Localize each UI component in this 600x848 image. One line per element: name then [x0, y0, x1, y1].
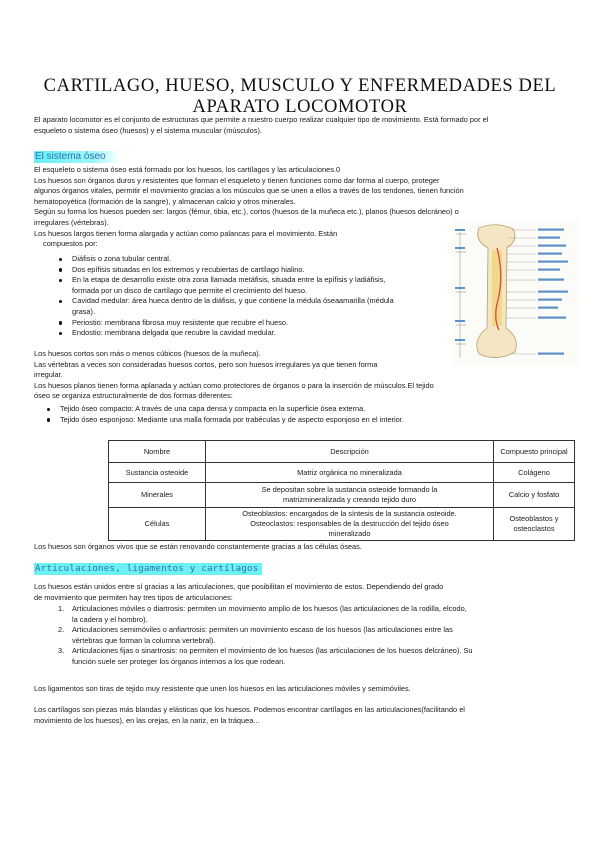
cartilage-paragraph — [34, 705, 574, 726]
after-table-paragraph: Los huesos son órganos vivos que se están renovando constantemente gracias a las células óseas. — [34, 542, 362, 551]
list-item: 2. Articulaciones semimóviles o anfiartrosis: permiten un movimiento escaso de los huesos (las articulaciones entre las vértebras que forman la columna vertebral). — [58, 625, 453, 645]
text-line: Los huesos cortos son más o menos cúbicos (huesos de la muñeca). — [34, 349, 261, 358]
long-bone-diagram — [452, 220, 580, 366]
text-line: irregulares (vértebras). — [34, 217, 109, 227]
table-row — [109, 463, 575, 483]
tissue-types-list — [60, 404, 570, 425]
list-item: Tejido óseo compacto: A través de una capa densa y compacta en la superficie ósea externa. — [60, 404, 570, 415]
table-cell: Colágeno — [494, 463, 575, 483]
text-line: hematopoyética (formación de la sangre), y almacenan calcio y otros minerales. — [34, 196, 296, 206]
table-cell: Matriz orgánica no mineralizada — [206, 463, 494, 483]
section-heading-sistema-oseo: El sistema óseo — [34, 151, 120, 163]
text-line: Los huesos son órganos duros y resistentes que forman el esqueleto y tienen funciones como dar forma al cuerpo, proteger — [34, 175, 440, 185]
text-line: Las vértebras a veces son consideradas huesos cortos, pero son huesos irregulares ya que tienen forma — [34, 359, 378, 369]
text-line: Los huesos están unidos entre sí gracias a las articulaciones, que posibilitan el movimiento de estos. Dependiendo del grado — [34, 582, 444, 591]
table-cell: Se depositan sobre la sustancia osteoide formando la matrizmineralizada y creando tejido duro — [206, 483, 494, 508]
list-item: Cavidad medular: área hueca dentro de la diáfisis, y que contiene la médula óseaamarilla (médula grasa). — [72, 296, 442, 317]
text-line: algunos órganos vitales, permitir el movimiento gracias a los músculos que se unen a ellos a través de los tendones, tienen función — [34, 186, 464, 196]
long-bone-parts-list — [72, 254, 442, 339]
text-line: de movimiento que permiten hay tres tipos de articulaciones: — [34, 592, 233, 602]
list-item: 3. Articulaciones fijas o sinartrosis: no permiten el movimiento de los huesos (las articulaciones de los huesos delcráneo). Su función suele ser proteger los órganos internos a los que rodean. — [58, 646, 473, 666]
section2-paragraph — [34, 582, 574, 603]
text-line: Según su forma los huesos pueden ser: largos (fémur, tibia, etc.), cortos (huesos de la muñeca etc.), planos (huesos delcráneo) o — [34, 207, 459, 217]
section-heading-articulaciones: Articulaciones, ligamentos y cartílagos — [34, 563, 262, 575]
text-line: compuestos por: — [43, 239, 98, 249]
bone-composition-table — [108, 440, 575, 541]
section1b-paragraph — [34, 349, 574, 402]
title-line-1: CARTILAGO, HUESO, MUSCULO Y ENFERMEDADES DEL — [43, 76, 557, 96]
list-item: Diáfisis o zona tubular central. — [72, 254, 442, 265]
table-cell: Osteoblastos: encargados de la síntesis de la sustancia osteoide. Osteoclastos: responsables de la destrucción del tejido óseo mineralizado — [206, 508, 494, 541]
ligaments-paragraph: Los ligamentos son tiras de tejido muy resistente que unen los huesos en las articulaciones móviles y semimóviles. — [34, 684, 411, 693]
text-line: movimiento de los huesos), en las orejas, en la nariz, en la tráquea... — [34, 715, 260, 725]
text-line: El esqueleto o sistema óseo está formado por los huesos, los cartílagos y las articulaciones.0 — [34, 165, 341, 174]
joint-types-list — [58, 604, 572, 668]
text-line: Los cartílagos son piezas más blandas y elásticas que los huesos. Podemos encontrar cartílagos en las articulaciones(facilitando el — [34, 705, 465, 714]
list-item: En la etapa de desarrollo existe otra zona llamada metáfisis, situada entre la epífisis y ladiáfisis, formada por un disco de cartílago que permite el crecimiento del hueso. — [72, 275, 442, 296]
text-line: Los huesos planos tienen forma aplanada y actúan como protectores de órganos o para la inserción de músculos.El tejido — [34, 380, 434, 390]
table-header-compuesto: Compuesto principal — [494, 441, 575, 463]
table-header-descripcion: Descripción — [206, 441, 494, 463]
table-cell: Minerales — [109, 483, 206, 508]
table-row — [109, 483, 575, 508]
intro-line: esqueleto o sistema óseo (huesos) y el sistema muscular (músculos). — [34, 125, 262, 135]
table-cell: Osteoblastos y osteoclastos — [494, 508, 575, 541]
list-item: Endostio: membrana delgada que recubre la cavidad medular. — [72, 328, 442, 339]
table-cell: Células — [109, 508, 206, 541]
intro-line: El aparato locomotor es el conjunto de estructuras que permite a nuestro cuerpo realizar cualquier tipo de movimiento. Está formado por el — [34, 115, 489, 124]
list-item: Periostio: membrana fibrosa muy resistente que recubre el hueso. — [72, 318, 442, 329]
text-line: irregular. — [34, 370, 63, 380]
list-item: Dos epífisis situadas en los extremos y recubiertas de cartílago hialino. — [72, 265, 442, 276]
table-header-nombre: Nombre — [109, 441, 206, 463]
list-item: Tejido óseo esponjoso: Mediante una malla formada por trabéculas y de aspecto esponjoso en el interior. — [60, 415, 570, 426]
table-cell: Calcio y fosfato — [494, 483, 575, 508]
table-row — [109, 508, 575, 541]
list-item: 1. Articulaciones móviles o diartrosis: permiten un movimiento amplio de los huesos (las articulaciones de la rodilla, elcodo, la cadera y el hombro). — [58, 604, 467, 624]
table-header-row — [109, 441, 575, 463]
text-line: Los huesos largos tienen forma alargada y actúan como palancas para el movimiento. Están — [34, 228, 338, 238]
title-line-2: APARATO LOCOMOTOR — [192, 97, 408, 117]
document-title — [30, 76, 570, 118]
text-line: óseo se organiza estructuralmente de dos formas diferentes: — [34, 391, 233, 401]
intro-paragraph — [34, 115, 574, 136]
table-cell: Sustancia osteoide — [109, 463, 206, 483]
